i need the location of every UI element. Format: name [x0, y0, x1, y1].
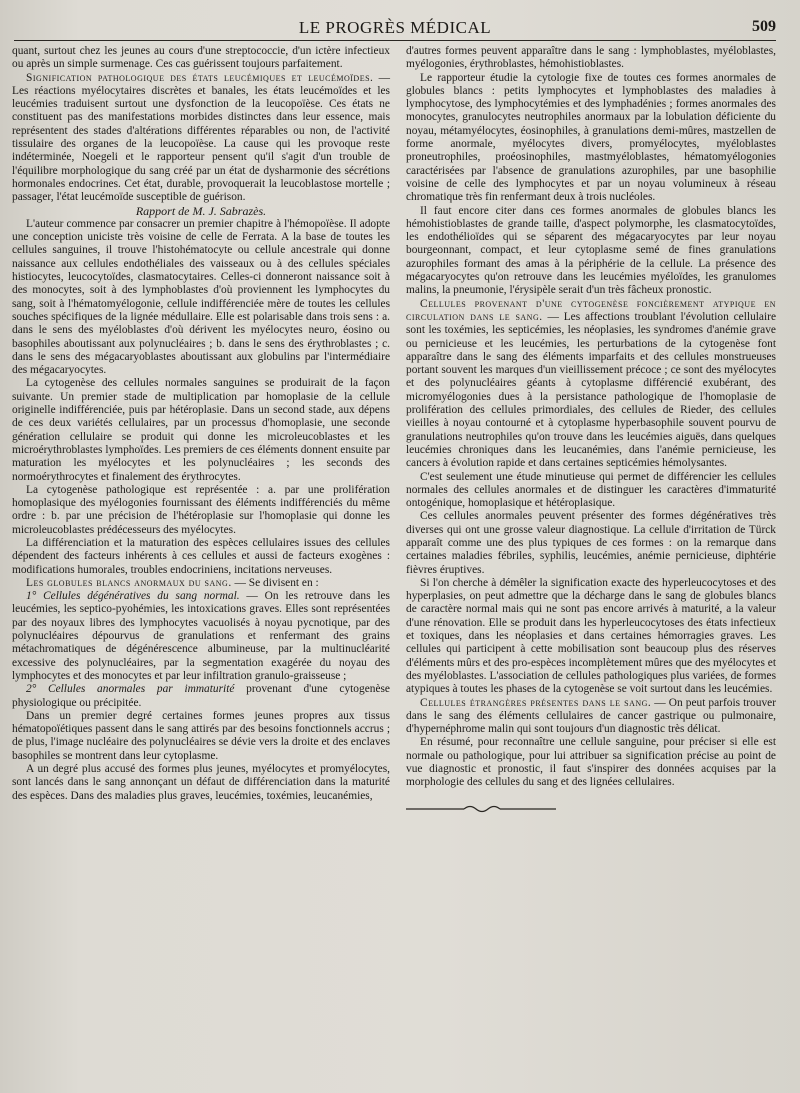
paragraph: La cytogenèse pathologique est représentée : a. par une prolifération homoplasique des myélogonies fournissant des éléments indifférenciés du même ordre : b. par une précision de l'hétéroplasie sur l'homoplasie qui donne les microleucoblastes prédécesseurs des myélocytes.	[12, 483, 390, 536]
section-body: — Les réactions myélocytaires discrètes et banales, les états leucémoïdes et les leucémies traduisent surtout une dysfonction de la leucopoïèse. Ces états ne constituent pas des manifestations morbides distinctes dans leur essence, mais représentent des stades d'altérations différentes réparables ou non, de l'activité tissulaire des organes de la leucopoïèse. La cause qui les provoque reste indéterminée, Noegeli et le rapporteur pensent qu'il s'agit d'un trouble de l'équilibre morphologique du sang créé par un état de dysharmonie des sécrétions hormonales endocrines. Cet état, durable, provoquerait la leucoblastose mortelle ; passager, l'état leucémoïde susceptible de guérison.	[12, 71, 390, 204]
paragraph	[12, 590, 390, 683]
section-body: provenant d'une cytogenèse physiologique ou précipitée.	[12, 683, 390, 709]
right-column	[406, 45, 776, 818]
section-lead: Signification pathologique des états leucémiques et leucémoïdes.	[26, 71, 374, 84]
paragraph: A un degré plus accusé des formes plus jeunes, myélocytes et promyélocytes, sont lancés dans le sang annonçant un défaut de différenciation dans la maturité des espèces. Dans des maladies plus graves, leucémies, toxémies, leucanémies,	[12, 763, 390, 802]
paragraph: quant, surtout chez les jeunes au cours d'une streptococcie, d'un ictère infectieux ou après un simple surmenage. Ces cas guérissent toujours parfaitement.	[12, 45, 390, 71]
report-heading: Rapport de M. J. Sabrazès.	[135, 203, 267, 218]
section-body: — Les affections troublant l'évolution cellulaire sont les toxémies, les septicémies, les néoplasies, les syndromes d'anémie grave ou pernicieuse et les leucémies, les perturbations de la cytogenèse font apparaître dans le sang des éléments imparfaits et des cellules monstrueuses portant souvent les marques d'un vieillissement précoce ; ce sont des myélocytes et des polynucléaires géants à cytoplasme différencié exubérant, des micromyélogonies dues à la persistance pathologique de l'homoplasie de prolifération des cellules primordiales, des cellules de Rieder, des cellules vieilles à noyau contourné et à cytoplasme hyperbasophile souvent pourvu de granulations neutrophiles qu'on trouve dans les leucémies aiguës, dans quelques leucémies chroniques dans les leucanémies, dans l'anémie pernicieuse, les cancers à évolution rapide et dans certaines septicémies hémolysantes.	[406, 310, 776, 470]
paragraph	[406, 697, 776, 737]
paragraph: Ces cellules anormales peuvent présenter des formes dégénératives très diverses qui ont une grosse valeur diagnostique. La cellule d'irritation de Türck apparaît comme une des plus typiques de ces formes : on la remarque dans certaines maladies fébriles, syphilis, leucémies, anémie pernicieuse, diphtérie fièvres éruptives.	[406, 510, 776, 576]
paragraph: La cytogenèse des cellules normales sanguines se produirait de la façon suivante. Un premier stade de multiplication par homoplasie de la cellule originelle indifférenciée, puis par hétéroplasie. Dans un second stade, aux dépens de ces deux variétés cellulaires, par un processus d'homoplasie, une seconde génération cellulaire se produit qui donne les microleucoblastes et les microérythroblastes lymphoïdes. Les premiers de ces éléments donnent ensuite par maturation les myélocytes et les polynucléaires ; les seconds des normoérythrocytes et finalement des érythrocytes.	[12, 377, 390, 483]
section-lead: Cellules provenant d'une cytogenèse foncièrement atypique en circulation dans le sang.	[406, 297, 776, 323]
paragraph	[12, 577, 390, 590]
paragraph: C'est seulement une étude minutieuse qui permet de différencier les cellules normales des cellules anormales et de distinguer les caractères d'immaturité ontogénique, homoplasique et hétéroplasique.	[406, 470, 776, 510]
paragraph: L'auteur commence par consacrer un premier chapitre à l'hémopoïèse. Il adopte une conception uniciste très voisine de celle de Ferrata. A la base de toutes les cellules sanguines, il trouve l'histohématocyte ou cellule ancestrale qui donne naissance aux cellules endothéliales des vaisseaux ou à des cellules spéciales histiocytes, leucocytoïdes, clasmatocytaires. Celles-ci donneront naissance soit à des monocytes, soit à des lymphoblastes d'où proviennent les lymphocytes du sang, soit à l'hématomyélogonie, cellule indifférenciée mère de toutes les cellules souches spécifiques de la lignée médullaire. Elle est polarisable dans trois sens : a. dans le sens des myéloblastes d'où dérivent les myélocytes neuro, éosino ou basophiles aboutissant aux polynucléaires ; b. dans le sens des érythroblastes ; c. dans le sens des mégacaryoblastes aboutissant aux globulins par l'intermédiaire des mégacaryocytes.	[12, 217, 390, 377]
page-header	[14, 10, 776, 41]
paragraph: d'autres formes peuvent apparaître dans le sang : lymphoblastes, myéloblastes, myélogonies, érythroblastes, hémohistioblastes.	[406, 45, 776, 71]
paragraph	[406, 298, 776, 471]
section-lead: 2° Cellules anormales par immaturité	[26, 683, 235, 696]
section-lead: Les globules blancs anormaux du sang.	[26, 576, 232, 589]
section-body: — Se divisent en :	[231, 576, 319, 589]
paragraph	[12, 72, 390, 205]
paragraph: Le rapporteur étudie la cytologie fixe de toutes ces formes anormales de globules blancs : petits lymphocytes et lymphoblastes des maladies à lymphocytose, des lymphocytémies et des lymphadénies ; formes anormales des monocytes, granulocytes neutrophiles anormaux par la lobulation déficiente du noyau, métamyélocytes, éosinophiles, à granulations demi-mûres, mastzellen de forme anormale, myélocytes divers, promyélocytes, myéloblastes proneutrophiles, proéosinophiles, mastmyéloblastes, hématomyélogonies caractérisées par l'absence de granulations azurophiles, par une basophilie voisine de celle des lymphocytes et par un noyau volumineux à réseau chromatique très fin renfermant deux à trois nucléoles.	[406, 71, 776, 204]
journal-title: LE PROGRÈS MÉDICAL	[298, 18, 492, 37]
paragraph	[12, 683, 390, 710]
section-lead: 1° Cellules dégénératives du sang normal.	[26, 590, 240, 603]
paragraph: Si l'on cherche à démêler la signification exacte des hyperleucocytoses et des hyperplasies, on peut admettre que la décharge dans le sang de globules blancs de caractère normal mais qui ne sont pas encore arrivés à maturité, a la valeur d'une rénovation. Elle se produit dans les hyperleucocytoses des états infectieux et toxiques, dans les néoplasies et dans certaines hémorragies graves. Les cellules qui participent à cette mobilisation sont beaucoup plus des réserves d'éléments mûrs et des pro-espèces incomplètement mûres que des myélocytes et des myéloblastes. L'association de cellules pathologiques plus variées, de formes atypiques à toutes les phases de la cytogenèse se voit surtout dans les leucémies.	[406, 576, 776, 696]
paragraph: Dans un premier degré certaines formes jeunes propres aux tissus hématopoïétiques passent dans le sang attirés par des besoins fonctionnels accrus ; de plus, l'image nucléaire des polynucléaires se dévie vers la droite et des enclaves basophiles se montrent dans leur cytoplasme.	[12, 709, 390, 762]
page-number: 509	[752, 18, 776, 35]
paragraph: La différenciation et la maturation des espèces cellulaires issues des cellules dépendent des facteurs inhérents à ces cellules et aussi de facteurs exogènes : modifications humorales, troubles endocriniens, incitations nerveuses.	[12, 536, 390, 576]
paragraph: En résumé, pour reconnaître une cellule sanguine, pour préciser si elle est normale ou pathologique, pour lui attribuer sa signification précise au point de vue diagnostic et pronostic, il faut s'inspirer des données acquises par la morphologie des cellules du sang et des lignées cellulaires.	[406, 736, 776, 789]
article-columns	[10, 45, 776, 818]
section-lead: Cellules étrangères présentes dans le sang.	[420, 696, 652, 709]
end-ornament-icon	[406, 804, 556, 814]
section-body: — On peut parfois trouver dans le sang des éléments cellulaires de cancer gastrique ou pulmonaire, d'hypernéphrome malin qui sont toujours d'un diagnostic très délicat.	[406, 696, 776, 736]
paragraph: Il faut encore citer dans ces formes anormales de globules blancs les hémohistioblastes de grande taille, d'aspect polymorphe, les clasmatocytoïdes, les endothélioïdes qui se séparent des mégacaryocytes par leur noyau bourgeonnant, compact, et leur cytoplasme semé de fines granulations azurophiles formant des amas à la périphérie de la cellule. La présence des mégacaryocytes qu'on retrouve dans les leucémies myéloïdes, les granulomes malins, la pneumonie, l'érysipèle serait d'un très fâcheux pronostic.	[406, 204, 776, 297]
left-column	[12, 45, 390, 818]
section-body: — On les retrouve dans les leucémies, les septico-pyohémies, les intoxications graves. Elles sont représentées par des noyaux libres des lymphocytes vacuolisés à noyau pycnotique, par des polynucléaires dépourvus de granulations et renfermant des grains métachromatiques de dégénérescence albumineuse, par la multinucléarité excessive des polynucléaires, par la segmentation exagérée du noyau des lymphocytes et des monocytes et par leur infiltration granulo-graisseuse ;	[12, 590, 390, 682]
